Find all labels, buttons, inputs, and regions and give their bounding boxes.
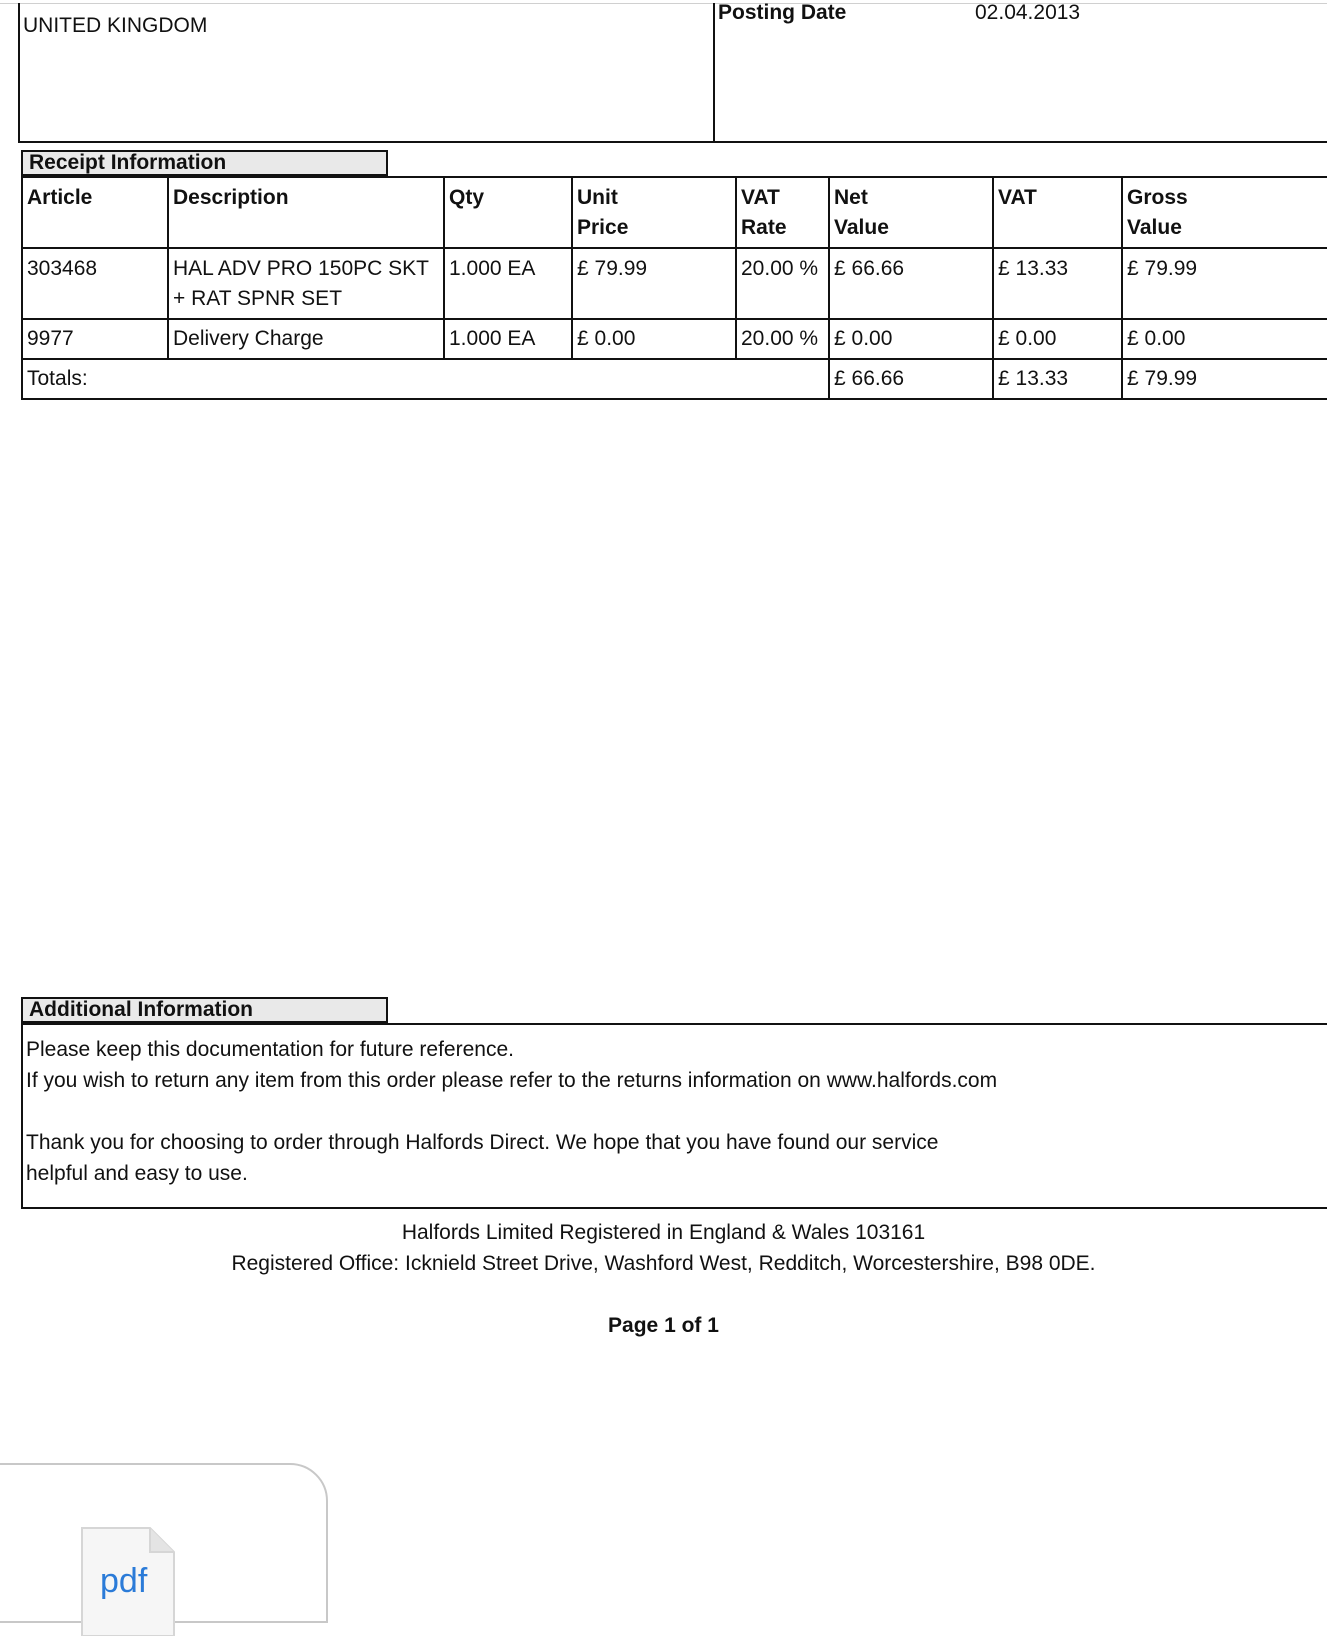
vat-rate-cell: 20.00 % <box>736 248 829 319</box>
address-divider <box>713 3 715 143</box>
header-description: Description <box>168 177 444 248</box>
address-box <box>18 3 1327 143</box>
totals-label: Totals: <box>22 359 829 399</box>
qty-cell: 1.000 EA <box>444 319 572 359</box>
header-unit-price: Unit Price <box>572 177 736 248</box>
totals-gross-value: £ 79.99 <box>1122 359 1327 399</box>
info-line: Please keep this documentation for future reference. <box>26 1038 514 1061</box>
info-line: Thank you for choosing to order through Halfords Direct. We hope that you have found our service <box>26 1131 939 1154</box>
pdf-type-label: pdf <box>100 1562 148 1600</box>
receipt-information-heading: Receipt Information <box>21 150 388 176</box>
unit-price-cell: £ 0.00 <box>572 319 736 359</box>
net-value-cell: £ 66.66 <box>829 248 993 319</box>
net-value-cell: £ 0.00 <box>829 319 993 359</box>
description-cell: HAL ADV PRO 150PC SKT + RAT SPNR SET <box>168 248 444 319</box>
header-gross-value: Gross Value <box>1122 177 1327 248</box>
header-qty: Qty <box>444 177 572 248</box>
table-row <box>22 319 1327 359</box>
page-number: Page 1 of 1 <box>608 1314 719 1337</box>
table-row <box>22 248 1327 319</box>
totals-vat: £ 13.33 <box>993 359 1122 399</box>
description-cell: Delivery Charge <box>168 319 444 359</box>
posting-date-label: Posting Date <box>718 1 847 24</box>
address-country: UNITED KINGDOM <box>23 14 208 37</box>
header-vat-rate: VAT Rate <box>736 177 829 248</box>
totals-net-value: £ 66.66 <box>829 359 993 399</box>
vat-rate-cell: 20.00 % <box>736 319 829 359</box>
gross-value-cell: £ 0.00 <box>1122 319 1327 359</box>
receipt-header-row <box>22 177 1327 248</box>
company-registration: Halfords Limited Registered in England & Wales 103161 <box>401 1221 926 1244</box>
vat-cell: £ 0.00 <box>993 319 1122 359</box>
registered-office: Registered Office: Icknield Street Drive, Washford West, Redditch, Worcestershire, B98 0DE. <box>231 1252 1096 1275</box>
header-vat: VAT <box>993 177 1122 248</box>
article-cell: 9977 <box>22 319 168 359</box>
receipt-table <box>21 176 1327 400</box>
gross-value-cell: £ 79.99 <box>1122 248 1327 319</box>
info-line: helpful and easy to use. <box>26 1162 248 1185</box>
qty-cell: 1.000 EA <box>444 248 572 319</box>
posting-date-value: 02.04.2013 <box>975 1 1081 24</box>
vat-cell: £ 13.33 <box>993 248 1122 319</box>
totals-row <box>22 359 1327 399</box>
info-line: If you wish to return any item from this order please refer to the returns information on www.halfords.com <box>26 1069 998 1092</box>
additional-information-heading: Additional Information <box>21 997 388 1023</box>
header-article: Article <box>22 177 168 248</box>
unit-price-cell: £ 79.99 <box>572 248 736 319</box>
article-cell: 303468 <box>22 248 168 319</box>
header-net-value: Net Value <box>829 177 993 248</box>
